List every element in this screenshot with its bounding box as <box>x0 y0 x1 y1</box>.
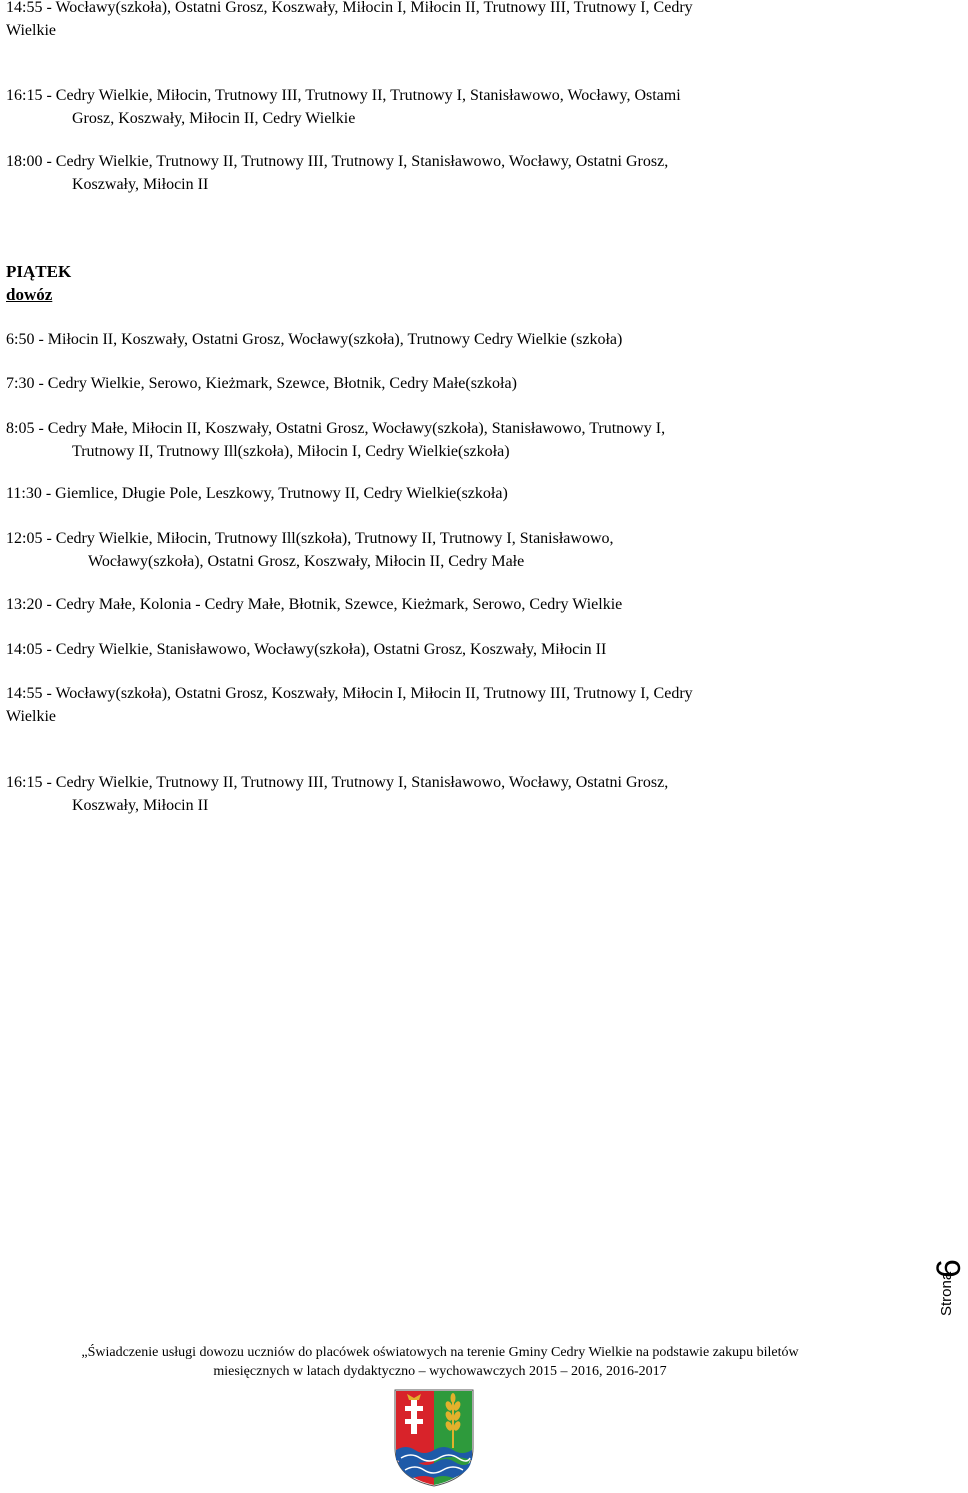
schedule-entry <box>6 639 856 662</box>
schedule-entry <box>6 151 856 196</box>
schedule-entry <box>6 483 856 506</box>
entry-line: 18:00 - Cedry Wielkie, Trutnowy II, Trutnowy III, Trutnowy I, Stanisławowo, Wocławy, Ostatni Grosz, <box>6 153 669 170</box>
schedule-entry <box>6 0 856 42</box>
schedule-entry <box>6 683 856 728</box>
footer-line: miesięcznych w latach dydaktyczno – wychowawczych 2015 – 2016, 2016-2017 <box>213 1364 667 1379</box>
schedule-entry <box>6 418 856 463</box>
page-number-label <box>930 1240 968 1320</box>
entry-line: 14:55 - Wocławy(szkoła), Ostatni Grosz, Koszwały, Miłocin I, Miłocin II, Trutnowy III, Trutnowy I, Cedry <box>6 0 693 16</box>
entry-line: Grosz, Koszwały, Miłocin II, Cedry Wielkie <box>72 109 356 127</box>
day-heading: PIĄTEK <box>6 262 72 281</box>
page-number: 6 <box>930 1259 968 1278</box>
sub-heading: dowóz <box>6 285 53 304</box>
municipal-coat-of-arms-icon <box>393 1388 475 1488</box>
entry-line: 11:30 - Giemlice, Długie Pole, Leszkowy, Trutnowy II, Cedry Wielkie(szkoła) <box>6 485 508 502</box>
entry-line: 14:05 - Cedry Wielkie, Stanisławowo, Wocławy(szkoła), Ostatni Grosz, Koszwały, Miłocin II <box>6 641 607 658</box>
footer-line: „Świadczenie usługi dowozu uczniów do placówek oświatowych na terenie Gminy Cedry Wielkie na podstawie zakupu biletów <box>81 1345 799 1360</box>
entry-line: Wocławy(szkoła), Ostatni Grosz, Koszwały, Miłocin II, Cedry Małe <box>88 552 525 570</box>
schedule-entry <box>6 594 856 617</box>
entry-line: 16:15 - Cedry Wielkie, Trutnowy II, Trutnowy III, Trutnowy I, Stanisławowo, Wocławy, Ostatni Grosz, <box>6 774 669 791</box>
entry-line: Koszwały, Miłocin II <box>72 796 209 814</box>
schedule-entry <box>6 772 856 817</box>
schedule-entry <box>6 85 856 130</box>
entry-line: Wielkie <box>6 707 56 725</box>
entry-line: 12:05 - Cedry Wielkie, Miłocin, Trutnowy Ill(szkoła), Trutnowy II, Trutnowy I, Stanisławowo, <box>6 530 614 547</box>
entry-line: Wielkie <box>6 21 56 39</box>
entry-line: 14:55 - Wocławy(szkoła), Ostatni Grosz, Koszwały, Miłocin I, Miłocin II, Trutnowy III, Trutnowy I, Cedry <box>6 685 693 702</box>
entry-line: 7:30 - Cedry Wielkie, Serowo, Kieżmark, Szewce, Błotnik, Cedry Małe(szkoła) <box>6 375 517 392</box>
entry-line: Koszwały, Miłocin II <box>72 175 209 193</box>
entry-line: 13:20 - Cedry Małe, Kolonia - Cedry Małe, Błotnik, Szewce, Kieżmark, Serowo, Cedry Wielkie <box>6 596 623 613</box>
page-word: Strona <box>938 1271 955 1316</box>
schedule-entry <box>6 373 856 396</box>
entry-line: 16:15 - Cedry Wielkie, Miłocin, Trutnowy III, Trutnowy II, Trutnowy I, Stanisławowo, Wocławy, Ostami <box>6 87 681 104</box>
entry-line: 8:05 - Cedry Małe, Miłocin II, Koszwały, Ostatni Grosz, Wocławy(szkoła), Stanisławowo, Trutnowy I, <box>6 420 666 437</box>
entry-line: 6:50 - Miłocin II, Koszwały, Ostatni Grosz, Wocławy(szkoła), Trutnowy Cedry Wielkie (szkoła) <box>6 331 623 348</box>
page-footer <box>30 1343 850 1381</box>
entry-line: Trutnowy II, Trutnowy Ill(szkoła), Miłocin I, Cedry Wielkie(szkoła) <box>72 442 510 460</box>
schedule-entry <box>6 329 856 352</box>
schedule-entry <box>6 528 856 573</box>
